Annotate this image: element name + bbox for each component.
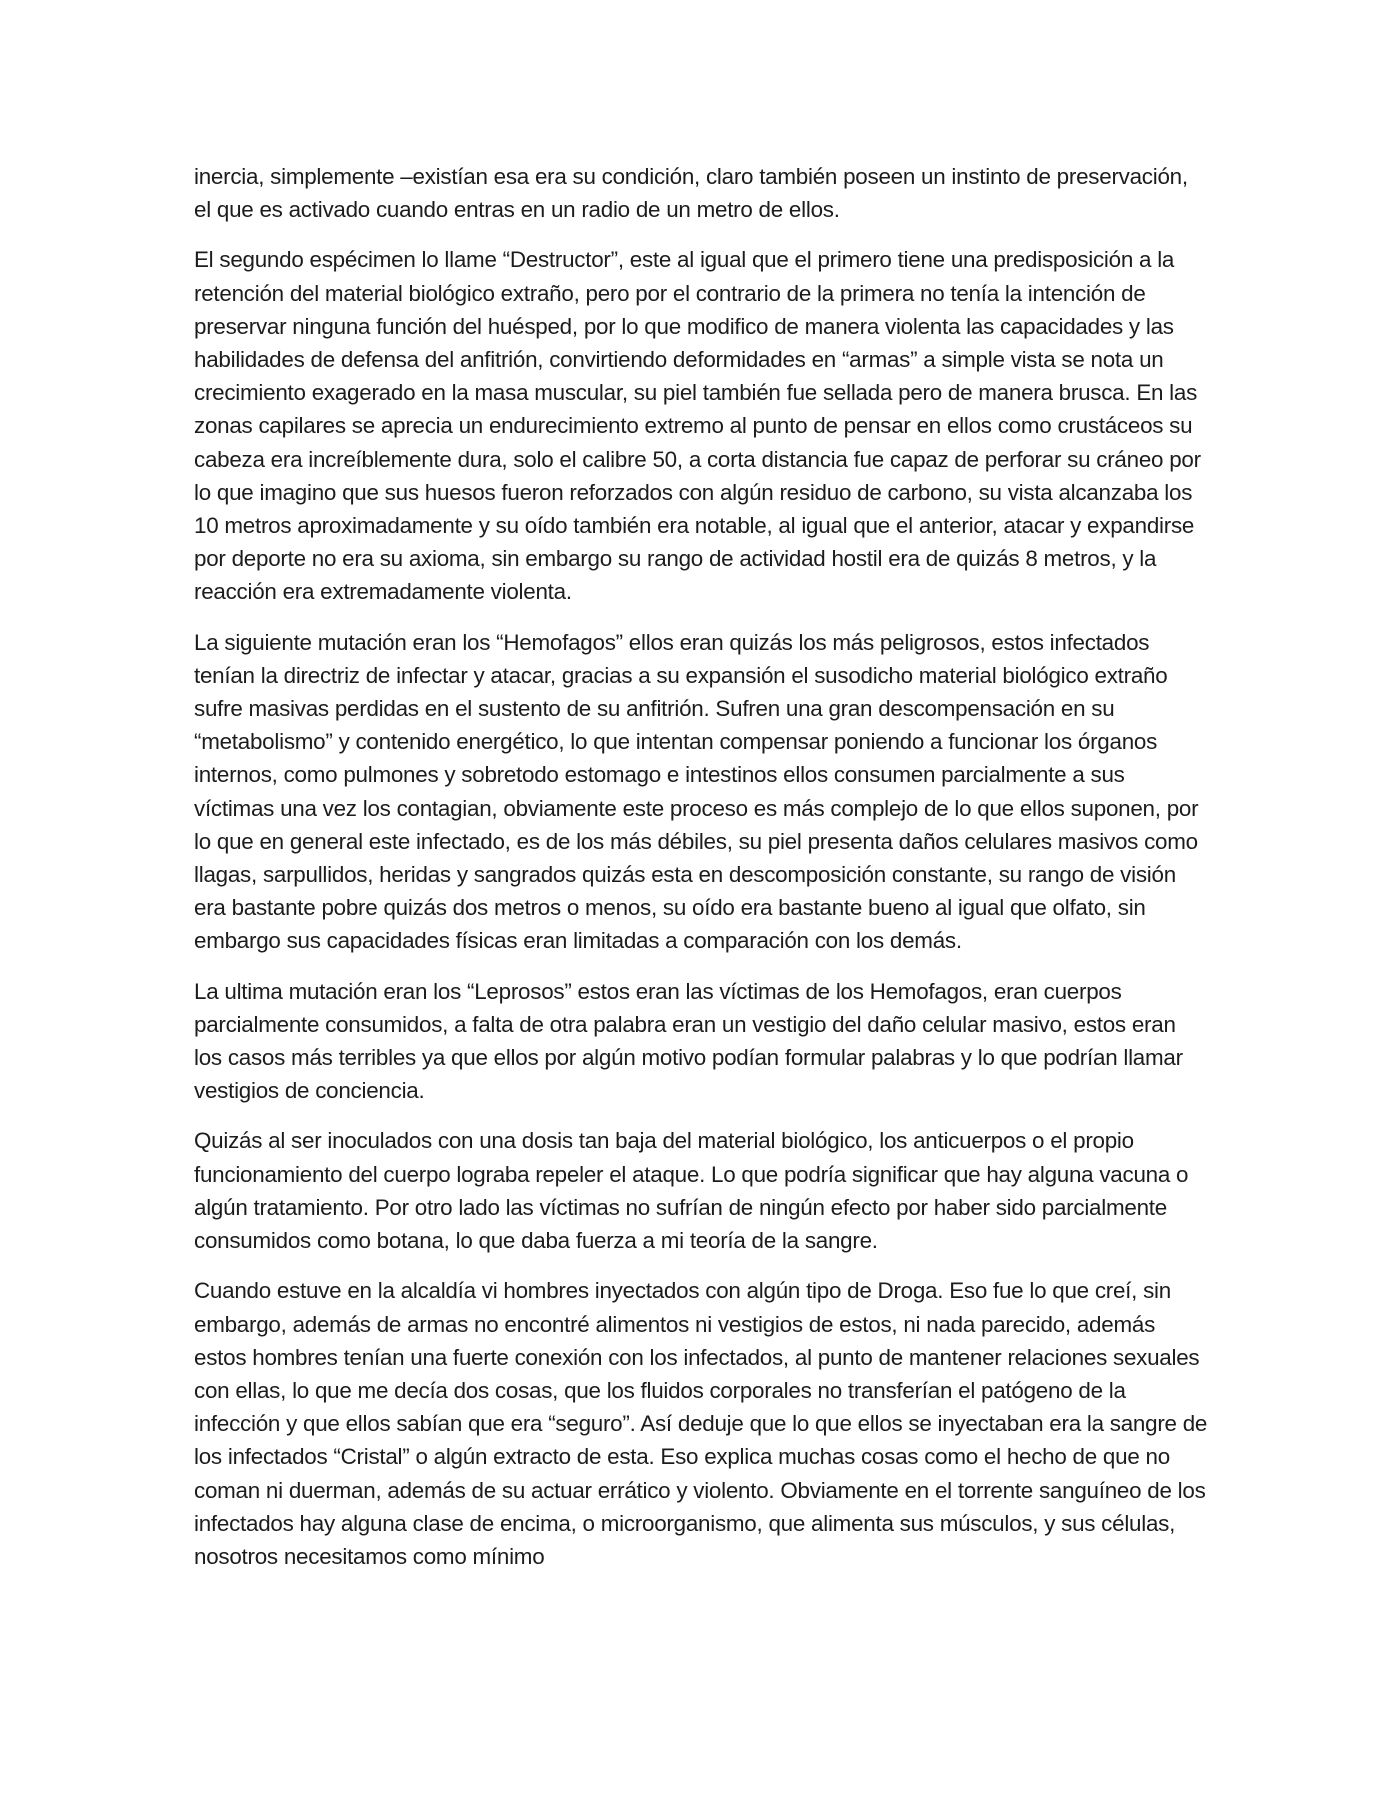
paragraph-5: Quizás al ser inoculados con una dosis tan baja del material biológico, los anticuerpos o el propio funcionamiento del cuerpo lograba repeler el ataque. Lo que podría significar que hay alguna vacuna o algún tratamiento. Por otro lado las víctimas no sufrían de ningún efecto por haber sido parcialmente consumidos como botana, lo que daba fuerza a mi teoría de la sangre.	[194, 1128, 1189, 1254]
paragraph-6: Cuando estuve en la alcaldía vi hombres inyectados con algún tipo de Droga. Eso fue lo que creí, sin embargo, además de armas no encontré alimentos ni vestigios de estos, ni nada parecido, además estos hombres tenían una fuerte conexión con los infectados, al punto de mantener relaciones sexuales con ellas, lo que me decía dos cosas, que los fluidos corporales no transferían el patógeno de la infección y que ellos sabían que era “seguro”. Así deduje que lo que ellos se inyectaban era la sangre de los infectados “Cristal” o algún extracto de esta. Eso explica muchas cosas como el hecho de que no coman ni duerman, además de su actuar errático y violento. Obviamente en el torrente sanguíneo de los infectados hay alguna clase de encima, o microorganismo, que alimenta sus músculos, y sus células, nosotros necesitamos como mínimo	[194, 1278, 1208, 1569]
body-text	[194, 160, 1208, 1590]
paragraph-1: inercia, simplemente –existían esa era su condición, claro también poseen un instinto de preservación, el que es activado cuando entras en un radio de un metro de ellos.	[194, 164, 1188, 223]
paragraph-4: La ultima mutación eran los “Leprosos” estos eran las víctimas de los Hemofagos, eran cuerpos parcialmente consumidos, a falta de otra palabra eran un vestigio del daño celular masivo, estos eran los casos más terribles ya que ellos por algún motivo podían formular palabras y lo que podrían llamar vestigios de conciencia.	[194, 978, 1183, 1104]
paragraph-3: La siguiente mutación eran los “Hemofagos” ellos eran quizás los más peligrosos, estos infectados tenían la directriz de infectar y atacar, gracias a su expansión el susodicho material biológico extraño sufre masivas perdidas en el sustento de su anfitrión. Sufren una gran descompensación en su “metabolismo” y contenido energético, lo que intentan compensar poniendo a funcionar los órganos internos, como pulmones y sobretodo estomago e intestinos ellos consumen parcialmente a sus víctimas una vez los contagian, obviamente este proceso es más complejo de lo que ellos suponen, por lo que en general este infectado, es de los más débiles, su piel presenta daños celulares masivos como llagas, sarpullidos, heridas y sangrados quizás esta en descomposición constante, su rango de visión era bastante pobre quizás dos metros o menos, su oído era bastante bueno al igual que olfato, sin embargo sus capacidades físicas eran limitadas a comparación con los demás.	[194, 629, 1199, 954]
paragraph-2: El segundo espécimen lo llame “Destructor”, este al igual que el primero tiene una predisposición a la retención del material biológico extraño, pero por el contrario de la primera no tenía la intención de preservar ninguna función del huésped, por lo que modifico de manera violenta las capacidades y las habilidades de defensa del anfitrión, convirtiendo deformidades en “armas” a simple vista se nota un crecimiento exagerado en la masa muscular, su piel también fue sellada pero de manera brusca. En las zonas capilares se aprecia un endurecimiento extremo al punto de pensar en ellos como crustáceos su cabeza era increíblemente dura, solo el calibre 50, a corta distancia fue capaz de perforar su cráneo por lo que imagino que sus huesos fueron reforzados con algún residuo de carbono, su vista alcanzaba los 10 metros aproximadamente y su oído también era notable, al igual que el anterior, atacar y expandirse por deporte no era su axioma, sin embargo su rango de actividad hostil era de quizás 8 metros, y la reacción era extremadamente violenta.	[194, 247, 1201, 605]
